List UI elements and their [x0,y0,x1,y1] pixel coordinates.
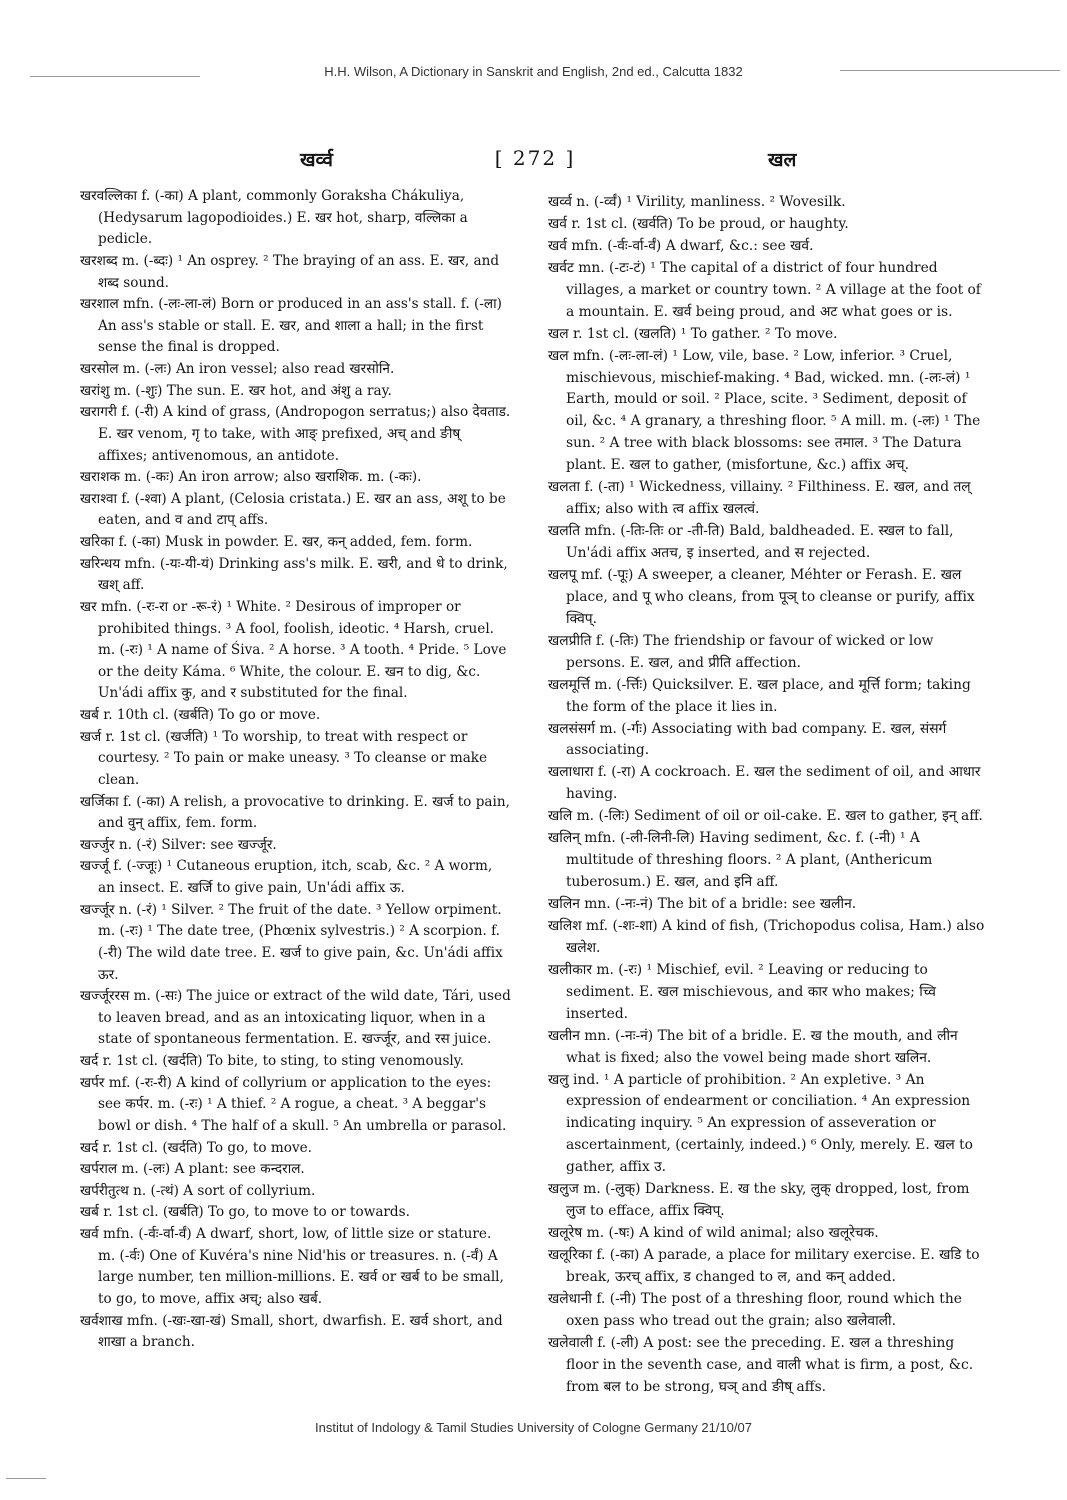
right-column [548,192,988,1399]
dictionary-entry: खलसंसर्ग m. (-र्गः) Associating with bad company. E. खल, संसर्ग associating. [548,720,947,759]
dictionary-entry: खरवल्लिका f. (-का) A plant, commonly Goraksha Chákuliya, (Hedysarum lagopodioides.) E. खर hot, sharp, वल्लिका a pedicle. [80,188,468,248]
dictionary-entry: खर्पर mf. (-रः-री) A kind of collyrium or application to the eyes: see कर्पर. m. (-रः) ¹ A thief. ² A rogue, a cheat. ³ A beggar's bowl or dish. ⁴ The half of a skull. ⁵ An umbrella or parasol. [80,1074,507,1134]
dictionary-entry: खलेवाली f. (-ली) A post: see the preceding. E. खल a threshing floor in the seventh case, and वाली what is firm, a post, &c. from बल to be strong, घञ् and ङीष् affs. [548,1334,974,1395]
dictionary-entry: खलता f. (-ता) ¹ Wickedness, villainy. ² Filthiness. E. खल, and तल् affix; also with त्व affix खलत्वं. [548,479,971,518]
dictionary-entry: खरसोल m. (-लः) An iron vessel; also read खरसोनि. [80,361,395,377]
dictionary-entry: खलीकार m. (-रः) ¹ Mischief, evil. ² Leaving or reducing to sediment. E. खल mischievous, and कार who makes; च्वि inserted. [548,961,936,1022]
dictionary-entry: खर्ब r. 10th cl. (खर्बति) To go or move. [80,707,321,723]
dictionary-entry: खल mfn. (-लः-ला-लं) ¹ Low, vile, base. ² Low, inferior. ³ Cruel, mischievous, mischief-making. ⁴ Bad, wicked. mn. (-लः-लं) ¹ Earth, mould or soil. ² Place, scite. ³ Sediment, deposit of oil, &c. ⁴ A granary, a threshing floor. ⁵ A mill. m. (-लः) ¹ The sun. ² A tree with black blossoms: see तमाल. ³ The Datura plant. E. खल to gather, (misfortune, &c.) affix अच्. [548,347,981,474]
dictionary-entry: खर्द r. 1st cl. (खर्दति) To bite, to sting, to sting venomously. [80,1053,464,1069]
dictionary-entry: खर्व mfn. (-र्वः-र्वा-र्वं) A dwarf, short, low, of little size or stature. m. (-र्वः) One of Kuvéra's nine Nid'his or treasures. n. (-र्वं) A large number, ten million-millions. E. खर्व or खर्ब to be small, to go, to move, affix अच्; also खर्ब. [80,1226,504,1307]
dictionary-entry: खलि m. (-लिः) Sediment of oil or oil-cake. E. खल to gather, इन् aff. [548,808,983,825]
running-head-right: खल [768,149,797,171]
dictionary-entry: खलूरिका f. (-का) A parade, a place for military exercise. E. खडि to break, ऊरच् affix, ड changed to ल, and कन् added. [548,1247,980,1285]
page-number: [ 272 ] [494,146,576,170]
dictionary-entry: खर्पराल m. (-लः) A plant: see कन्दराल. [80,1161,305,1178]
scan-edge-line [6,1478,46,1479]
dictionary-entry: खर्परीतुत्थ n. (-त्थं) A sort of collyrium. [80,1182,316,1199]
dictionary-entry: खलपू mf. (-पूः) A sweeper, a cleaner, Méhter or Ferash. E. खल place, and पू who cleans, from पूञ् to cleanse or purify, affix क्विप्. [548,566,975,627]
dictionary-entry: खर्व mfn. (-र्वः-र्वा-र्वं) A dwarf, &c.: see खर्व. [548,237,814,254]
dictionary-entry: खलति mfn. (-तिः-तिः or -ती-ति) Bald, baldheaded. E. स्खल to fall, Un'ádi affix अतच, इ inserted, and स rejected. [548,523,954,561]
dictionary-entry: खलाधारा f. (-रा) A cockroach. E. खल the sediment of oil, and आधार having. [548,764,981,803]
footer-note: Institut of Indology & Tamil Studies University of Cologne Germany 21/10/07 [315,1420,752,1435]
dictionary-entry: खर्व्व n. (-र्व्वं) ¹ Virility, manliness. ² Wovesilk. [548,194,846,210]
running-head-left: खर्व्व [300,149,333,171]
left-column [80,186,512,1354]
dictionary-entry: खलप्रीति f. (-तिः) The friendship or favour of wicked or low persons. E. खल, and प्रीति affection. [548,632,934,671]
dictionary-entry: खलुज m. (-लुक्) Darkness. E. ख the sky, लुक् dropped, lost, from लुज to efface, affix क्विप्. [548,1181,970,1220]
dictionary-entry: खलिन् mfn. (-ली-लिनी-लि) Having sediment, &c. f. (-नी) ¹ A multitude of threshing floors. ² A plant, (Anthericum tuberosum.) E. खल, and इनि aff. [548,830,933,891]
source-note: H.H. Wilson, A Dictionary in Sanskrit and English, 2nd ed., Calcutta 1832 [324,64,743,79]
dictionary-entry: खरशाल mfn. (-लः-ला-लं) Born or produced in an ass's stall. f. (-ला) An ass's stable or stall. E. खर, and शाला a hall; in the first sense the final is dropped. [80,296,502,356]
dictionary-entry: खर्वट mn. (-टः-टं) ¹ The capital of a district of four hundred villages, a market or country town. ² A village at the foot of a mountain. E. खर्व being proud, and अट what goes or is. [548,259,981,320]
dictionary-entry: खर्द r. 1st cl. (खर्दति) To go, to move. [80,1139,312,1156]
dictionary-entry: खर्व r. 1st cl. (खर्वति) To be proud, or haughty. [548,215,849,232]
dictionary-entry: खर्ज्जुर n. (-रं) Silver: see खर्ज्जूर. [80,836,277,853]
dictionary-entry: खर्ज्जूररस m. (-सः) The juice or extract of the wild date, Tári, used to leaven bread, and as an intoxicating liquor, when in a state of spontaneous fermentation. E. खर्ज्जूर, and रस juice. [80,988,511,1048]
dictionary-entry: खर्ज r. 1st cl. (खर्जति) ¹ To worship, to treat with respect or courtesy. ² To pain or make uneasy. ³ To cleanse or make clean. [80,728,488,788]
dictionary-entry: खर्वशाख mfn. (-खः-खा-खं) Small, short, dwarfish. E. खर्व short, and शाखा a branch. [80,1312,503,1351]
dictionary-entry: खरांशु m. (-शुः) The sun. E. खर hot, and अंशु a ray. [80,382,392,399]
dictionary-entry: खलु ind. ¹ A particle of prohibition. ² An expletive. ³ An expression of endearment or conciliation. ⁴ An expression indicating inquiry. ⁵ An expression of asseveration or ascertainment, (certainly, indeed.) ⁶ Only, merely. E. खल to gather, affix उ. [548,1071,973,1176]
dictionary-entry: खलिन mn. (-नः-नं) The bit of a bridle: see खलीन. [548,896,857,912]
dictionary-entry: खरिका f. (-का) Musk in powder. E. खर, कन् added, fem. form. [80,534,473,550]
dictionary-entry: खलमूर्त्ति m. (-र्त्तिः) Quicksilver. E. खल place, and मूर्त्ति form; taking the form of the place it lies in. [548,676,971,715]
dictionary-entry: खरशब्द m. (-ब्दः) ¹ An osprey. ² The braying of an ass. E. खर, and शब्द sound. [80,252,500,291]
dictionary-entry: खलूरेष m. (-षः) A kind of wild animal; also खलूरेचक. [548,1225,879,1242]
dictionary-entry: खर mfn. (-रः-रा or -रू-रं) ¹ White. ² Desirous of improper or prohibited things. ³ A fool, foolish, ideotic. ⁴ Harsh, cruel. m. (-रः) ¹ A name of Śiva. ² A horse. ³ A tooth. ⁴ Pride. ⁵ Love or the deity Káma. ⁶ White, the colour. E. खन to dig, &c. Un'ádi affix कु, and र substituted for the final. [80,598,507,702]
dictionary-entry: खर्ज्जूर n. (-रं) ¹ Silver. ² The fruit of the date. ³ Yellow orpiment. m. (-रः) ¹ The date tree, (Phœnix sylvestris.) ² A scorpion. f. (-री) The wild date tree. E. खर्ज to give pain, &c. Un'ádi affix ऊर. [80,901,503,983]
dictionary-entry: खलिश mf. (-शः-शा) A kind of fish, (Trichopodus colisa, Ham.) also खलेश. [548,917,985,956]
dictionary-entry: खराशक m. (-कः) An iron arrow; also खराशिक. m. (-कः). [80,469,422,486]
dictionary-entry: खरागरी f. (-री) A kind of grass, (Andropogon serratus;) also देवताड. E. खर venom, गृ to take, with आङ् prefixed, अच् and ङीष् affixes; antivenomous, an antidote. [80,404,511,464]
dictionary-entry: खर्ज्जू f. (-ज्जूः) ¹ Cutaneous eruption, itch, scab, &c. ² A worm, an insect. E. खर्जि to give pain, Un'ádi affix ऊ. [80,858,493,896]
dictionary-entry: खर्ब r. 1st cl. (खर्बति) To go, to move to or towards. [80,1204,410,1221]
dictionary-entry: खरिन्धय mfn. (-यः-यी-यं) Drinking ass's milk. E. खरी, and धे to drink, खश् aff. [80,555,508,594]
dictionary-entry: खराश्वा f. (-श्वा) A plant, (Celosia cristata.) E. खर an ass, अशू to be eaten, and व and टाप् affs. [80,490,506,529]
dictionary-entry: खलेधानी f. (-नी) The post of a threshing floor, round which the oxen pass who tread out the grain; also खलेवाली. [548,1290,962,1329]
dictionary-entry: खल r. 1st cl. (खलति) ¹ To gather. ² To move. [548,325,838,342]
dictionary-entry: खर्जिका f. (-का) A relish, a provocative to drinking. E. खर्ज to pain, and वुन् affix, fem. form. [80,793,510,832]
dictionary-entry: खलीन mn. (-नः-नं) The bit of a bridle. E. ख the mouth, and लीन what is fixed; also the vowel being made short खलिन. [548,1027,958,1066]
